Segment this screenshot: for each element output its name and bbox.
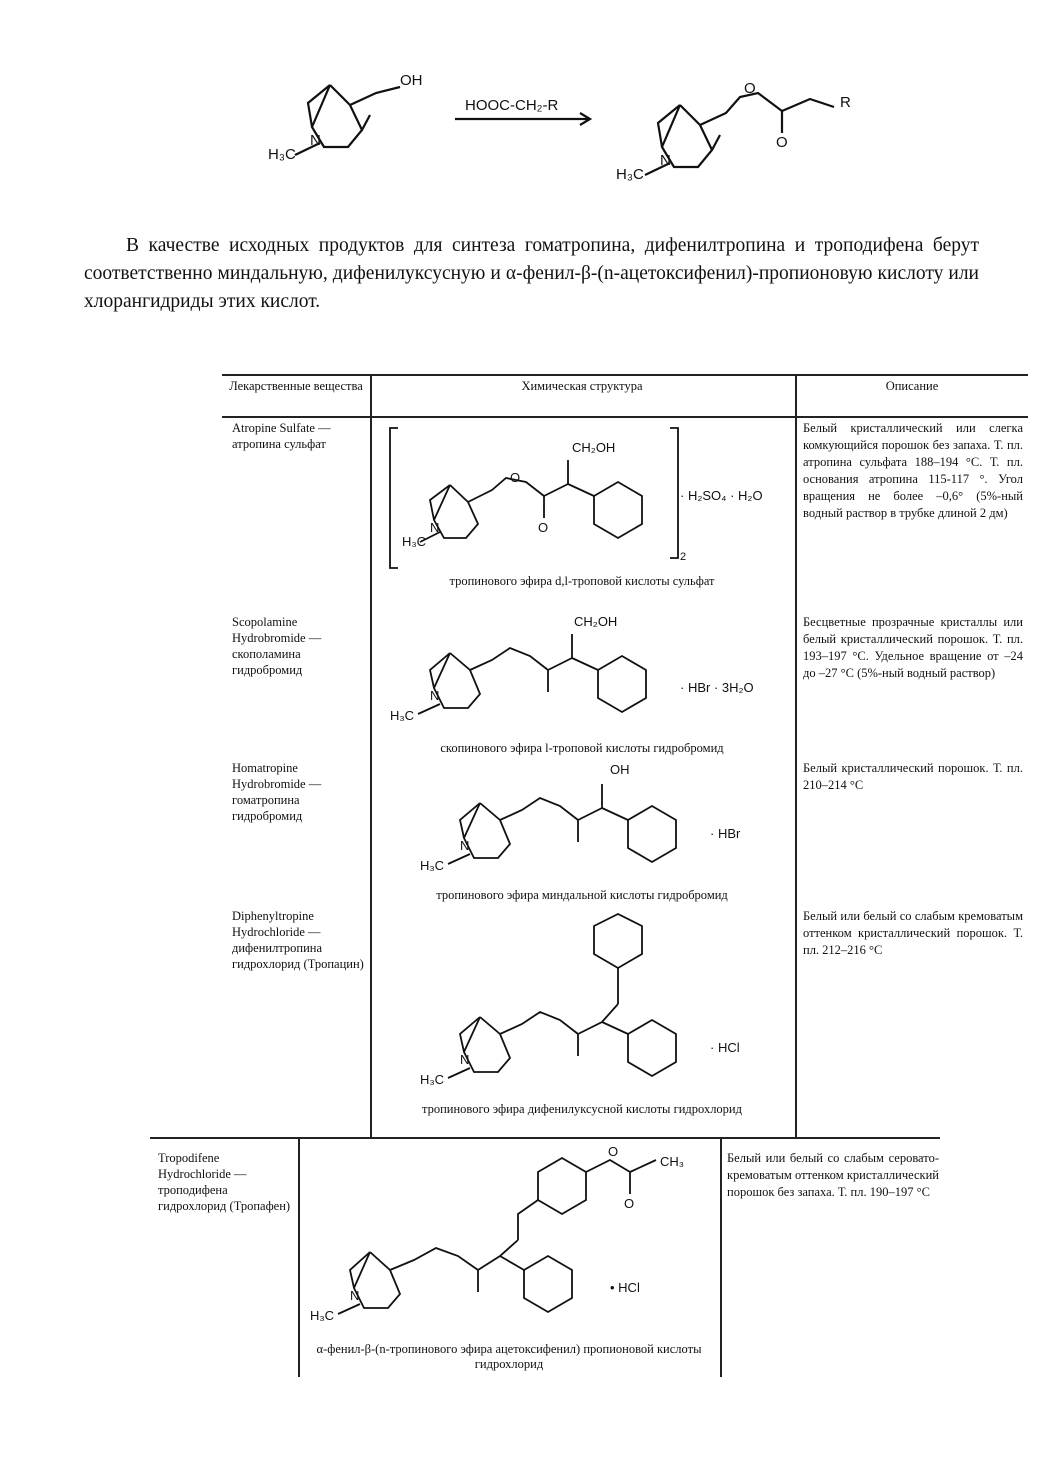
row2-n: N [430, 688, 440, 703]
row5-caption: α-фенил-β-(n-тропинового эфира ацетоксифенил) пропионовой кислоты гидрохлорид [316, 1342, 702, 1371]
row5-h3c: H₃C [310, 1308, 335, 1323]
row4-h3c: H₃C [420, 1072, 445, 1087]
row5-n: N [350, 1288, 360, 1303]
row1-caption: тропинового эфира d,l-троповой кислоты сульфат [449, 574, 715, 588]
row1-name: Atropine Sulfate — атропина сульфат [232, 421, 331, 451]
row1-substituent: CH₂OH [572, 440, 616, 455]
h3c-label-2: H₃C [616, 166, 644, 183]
row5-structure [300, 1142, 720, 1332]
oh-label: OH [400, 72, 423, 89]
row5-carbonyl-o: O [624, 1196, 635, 1211]
row2-caption: скопинового эфира l-троповой кислоты гидробромид [440, 741, 724, 755]
header-structure: Химическая структура [521, 379, 643, 393]
row1-n: N [430, 520, 440, 535]
row4-name: Diphenyltropine Hydrochloride — дифенилтропина гидрохлорид (Тропацин) [232, 909, 364, 971]
row5-ester-o: O [608, 1144, 619, 1159]
last-col-divider-2 [720, 1137, 722, 1377]
row1-subscript: 2 [680, 551, 687, 563]
row2-description: Бесцветные прозрачные кристаллы или белый кристаллический порошок. Т. пл. 193–197 °С. Удельное вращение от –24 до –27 °С (5%-ный водный раствор) [803, 615, 1023, 680]
row1-structure [380, 420, 790, 580]
row3-salt: · HBr [710, 826, 741, 841]
header-description: Описание [885, 379, 939, 393]
row5-name: Tropodifene Hydrochloride — троподифена гидрохлорид (Тропафен) [158, 1151, 291, 1213]
carbonyl-o-label: O [776, 134, 788, 151]
ester-o-label: O [744, 80, 756, 97]
header-rule [222, 416, 1028, 418]
table-top-rule [222, 374, 1028, 376]
r-label: R [840, 94, 851, 111]
row3-structure [380, 758, 790, 883]
h3c-label: H₃C [268, 146, 296, 163]
row5-salt: • HCl [610, 1280, 640, 1295]
paragraph-text: В качестве исходных продуктов для синтеза гоматропина, дифенилтропина и троподифена берут соответственно миндальную, дифенилуксусную и α-фенил-β-(n-ацетоксифенил)-пропионовую кислоту или хлорангидриды этих кислот. [84, 235, 979, 312]
row2-substituent: CH₂OH [574, 614, 618, 629]
row5-description: Белый или белый со слабым серовато-кремоватым оттенком кристаллический порошок без запаха. Т. пл. 190–197 °С [727, 1151, 939, 1199]
row2-structure [380, 608, 790, 738]
row3-name: Homatropine Hydrobromide — гоматропина гидробромид [232, 761, 322, 823]
row4-structure [380, 912, 790, 1097]
row4-caption: тропинового эфира дифенилуксусной кислоты гидрохлорид [422, 1102, 742, 1116]
row3-caption: тропинового эфира миндальной кислоты гидробромид [436, 888, 728, 902]
row4-n: N [460, 1052, 470, 1067]
row1-description: Белый кристаллический или слегка комкующийся порошок без запаха. Т. пл. атропина сульфата 188–194 °С. Т. пл. основания атропина 115-117 °. Угол вращения не более –0,6° (5%-ный водный раствор в трубке длиной 2 дм) [803, 421, 1023, 520]
row2-h3c: H₃C [390, 708, 415, 723]
row3-n: N [460, 838, 470, 853]
row4-salt: · HCl [710, 1040, 740, 1055]
row4-description: Белый или белый со слабым кремоватым оттенком кристаллический порошок. Т. пл. 212–216 °С [803, 909, 1023, 957]
body-paragraph [84, 232, 979, 316]
row3-h3c: H₃C [420, 858, 445, 873]
row5-ch3: CH₃ [660, 1154, 685, 1169]
row1-o1: O [510, 470, 521, 485]
row3-description: Белый кристаллический порошок. Т. пл. 210–214 °С [803, 761, 1023, 792]
reagent-label: HOOC-CH₂-R [465, 97, 559, 114]
col-divider-2 [795, 374, 797, 1137]
row1-o2: O [538, 520, 549, 535]
header-substances: Лекарственные вещества [229, 379, 363, 393]
row1-h3c: H₃C [402, 534, 427, 549]
reaction-scheme [250, 55, 870, 205]
row2-salt: · HBr · 3H₂O [680, 680, 754, 695]
row2-name: Scopolamine Hydrobromide — скополамина гидробромид [232, 615, 322, 677]
row1-salt: · H₂SO₄ · H₂O [680, 488, 763, 503]
n-label-2: N [660, 152, 671, 169]
row3-substituent: OH [610, 762, 630, 777]
n-label: N [310, 132, 321, 149]
last-row-top-rule [150, 1137, 940, 1139]
